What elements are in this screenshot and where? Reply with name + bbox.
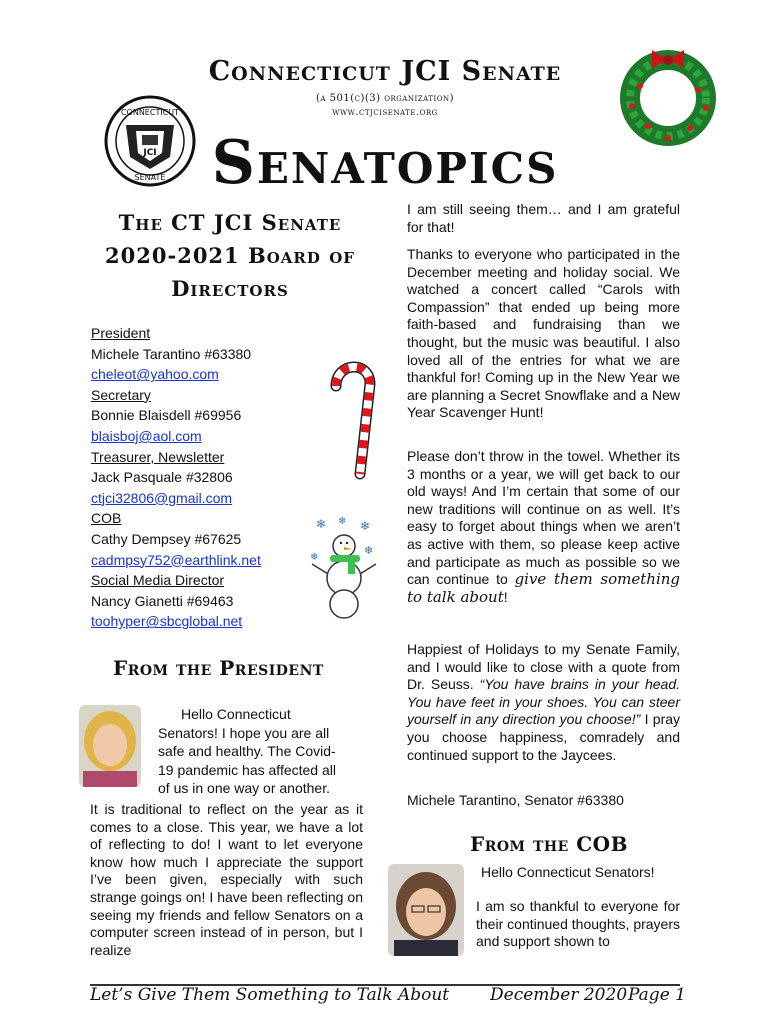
footer-issue-date: December 2020: [490, 985, 628, 1005]
right-paragraph-2: Thanks to everyone who participated in the December meeting and holiday social. We watched a concert called “Carols with Compassion” that ended up being more faith-based and fundraising than we thought, but the music was beautiful. I also loved all of the entries for what we are thankful for! Coming up in the New Year we are planning a Secret Snowflake and a New Year Scavenger Hunt!: [407, 246, 680, 421]
holiday-wreath-image: [618, 46, 718, 146]
p3-end: !: [503, 588, 508, 605]
board-heading-line: The CT JCI Senate: [118, 210, 342, 235]
officer-email-link[interactable]: blaisboj@aol.com: [91, 427, 202, 444]
officer-name: Nancy Gianetti #69463: [91, 592, 234, 609]
p3-emphasis: give them something to talk about: [407, 570, 681, 606]
president-body-text: It is traditional to reflect on the year as it comes to a close. This year, we have a lot of reflecting to do! I want to let everyone know how much I appreciate the support I’ve been given, especially with such strange goings on! I have been reflecting on seeing my friends and fellow Senators on a computer screen instead of in person, but I realize: [90, 801, 363, 958]
cob-greeting: Hello Connecticut Senators!: [481, 864, 655, 880]
svg-text:❄: ❄: [360, 519, 371, 533]
dr-seuss-quote: “You have brains in your head. You have feet in your shoes. You can steer yourself in any direction you choose!”: [407, 676, 680, 728]
masthead-title: Connecticut JCI Senate: [208, 56, 562, 87]
officer-role: President: [91, 325, 151, 341]
candy-cane-image: [322, 352, 382, 482]
greeting-line: Senators! I hope you are all: [158, 724, 330, 741]
right-paragraph-1: I am still seeing them… and I am grateful for that!: [407, 201, 680, 235]
org-status-line: (a 501(c)(3) organization): [315, 93, 454, 104]
president-section-heading: From the President: [113, 656, 324, 680]
cob-body-text: I am so thankful to everyone for their continued thoughts, prayers and support shown to: [476, 898, 680, 950]
right-paragraph-4: [407, 641, 680, 764]
seal-bottom-text: SENATE: [134, 173, 166, 182]
svg-text:❄: ❄: [338, 516, 347, 527]
greeting-line: of us in one way or another.: [158, 780, 330, 796]
greeting-line: safe and healthy. The Covid-: [158, 743, 336, 759]
footer-page-number: Page 1: [628, 985, 686, 1005]
officer-email-link[interactable]: ctjci32806@gmail.com: [91, 489, 233, 506]
svg-text:❄: ❄: [310, 552, 319, 563]
officer-role: Treasurer, Newsletter: [91, 448, 225, 465]
newsletter-name: Senatopics: [211, 128, 559, 198]
officer-name: Jack Pasquale #32806: [91, 469, 233, 486]
snowman-image: [308, 514, 380, 620]
officer-email-link[interactable]: cadmpsy752@earthlink.net: [91, 551, 261, 568]
officer-role: Secretary: [91, 386, 151, 403]
president-signature: Michele Tarantino, Senator #63380: [407, 792, 624, 808]
p3-start: Please don’t throw in the towel. Whether its 3 months or a year, we will get back to our old ways! And I’m certain that some of our new traditions will continue on as well. It’s easy to forget about things when we aren’t as active with them, so please keep active and participate as much as possible so we can continue to: [407, 448, 680, 588]
officer-email-link[interactable]: cheleot@yahoo.com: [91, 366, 219, 383]
senate-seal-logo: [104, 95, 196, 187]
seal-top-text: CONNECTICUT: [120, 108, 180, 117]
cob-photo: [388, 864, 464, 956]
website-line: www.ctjcisenate.org: [332, 107, 438, 118]
president-photo: [79, 705, 141, 787]
officer-role: Social Media Director: [91, 572, 225, 589]
officer-role: COB: [91, 510, 122, 527]
svg-text:❄: ❄: [364, 545, 374, 557]
officer-email-link[interactable]: toohyper@sbcglobal.net: [91, 613, 243, 630]
seal-center-text: JCI: [143, 148, 157, 158]
board-heading-line: 2020-2021 Board of: [105, 243, 355, 268]
board-heading-line: Directors: [171, 276, 289, 301]
right-paragraph-3: [407, 448, 680, 606]
officer-name: Michele Tarantino #63380: [91, 345, 252, 362]
board-heading: [90, 206, 370, 305]
cob-section-heading: From the COB: [470, 832, 629, 856]
svg-text:❄: ❄: [316, 517, 327, 531]
greeting-line: 19 pandemic has affected all: [158, 761, 336, 778]
greeting-line: Hello Connecticut: [181, 706, 291, 722]
footer-slogan: Let’s Give Them Something to Talk About: [90, 985, 450, 1005]
officer-name: Bonnie Blaisdell #69956: [91, 407, 242, 424]
p4-end: I pray you choose happiness, comradely and continued support to the Jaycees.: [407, 711, 681, 763]
officer-name: Cathy Dempsey #67625: [91, 530, 242, 547]
board-officer-list: [91, 323, 261, 632]
p4-start: Happiest of Holidays to my Senate Family, and I would like to close with a quote from Dr. Seuss.: [407, 641, 680, 693]
president-greeting: [158, 705, 363, 798]
